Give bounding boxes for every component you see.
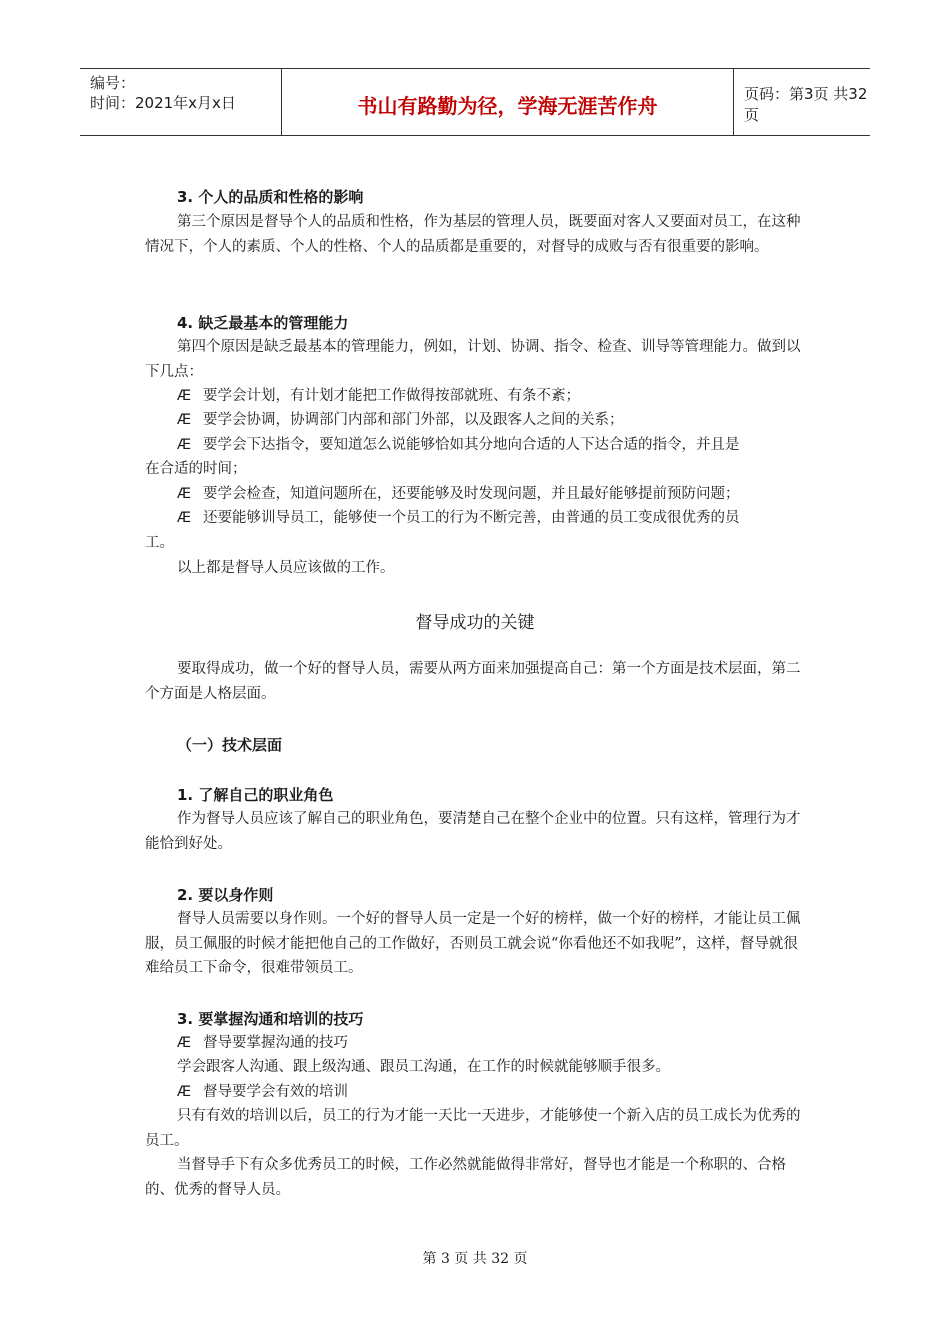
paragraph: 以上都是督导人员应该做的工作。 (177, 560, 395, 576)
header-meta (80, 69, 282, 135)
paragraph: 只有有效的培训以后，员工的行为才能一天比一天进步，才能够使一个新入店的员工成长为优秀的员工。 (145, 1108, 801, 1149)
paragraph: 学会跟客人沟通、跟上级沟通、跟员工沟通，在工作的时候就能够顺手很多。 (177, 1059, 670, 1075)
bullet-icon: Æ (177, 1035, 192, 1051)
section-heading: 2. 要以身作则 (177, 886, 274, 904)
list-item: Æ 要学会计划，有计划才能把工作做得按部就班、有条不紊； (177, 384, 810, 409)
bullet-icon: Æ (177, 388, 192, 404)
paragraph: 第三个原因是督导个人的品质和性格，作为基层的管理人员，既要面对客人又要面对员工，在这种情况下，个人的素质、个人的性格、个人的品质都是重要的，对督导的成败与否有很重要的影响。 (145, 214, 801, 255)
header-motto: 书山有路勤为径，学海无涯苦作舟 (282, 69, 734, 135)
paragraph: 当督导手下有众多优秀员工的时候，工作必然就能做得非常好，督导也才能是一个称职的、合格的、优秀的督导人员。 (145, 1157, 786, 1198)
header-page-info: 页码：第3页 共32页 (744, 85, 868, 124)
bullet-icon: Æ (177, 486, 192, 502)
number-label: 编号： (90, 74, 136, 92)
bullet-icon: Æ (177, 412, 192, 428)
section-heading: 3. 要掌握沟通和培训的技巧 (177, 1010, 364, 1028)
paragraph: 要取得成功，做一个好的督导人员，需要从两方面来加强提高自己：第一个方面是技术层面，第二个方面是人格层面。 (145, 661, 801, 702)
list-item: Æ 还要能够训导员工，能够使一个员工的行为不断完善，由普通的员工变成很优秀的员 (177, 506, 810, 531)
time-label: 时间：2021年x月x日 (90, 94, 236, 112)
paragraph: 作为督导人员应该了解自己的职业角色，要清楚自己在整个企业中的位置。只有这样，管理行为才能恰到好处。 (145, 811, 801, 852)
list-item: Æ 要学会下达指令，要知道怎么说能够恰如其分地向合适的人下达合适的指令，并且是 (177, 433, 810, 458)
page-header (80, 68, 870, 136)
page-footer: 第 3 页 共 32 页 (422, 1251, 528, 1267)
bullet-icon: Æ (177, 510, 192, 526)
list-item: Æ 督导要学会有效的培训 (177, 1080, 810, 1105)
section-heading: 4. 缺乏最基本的管理能力 (177, 314, 349, 332)
bullet-icon: Æ (177, 437, 192, 453)
list-item: Æ 要学会检查，知道问题所在，还要能够及时发现问题，并且最好能够提前预防问题； (177, 482, 810, 507)
paragraph: 第四个原因是缺乏最基本的管理能力，例如，计划、协调、指令、检查、训导等管理能力。做到以下几点： (145, 339, 801, 380)
list-item-continuation: 工。 (145, 535, 174, 551)
section-heading: 3. 个人的品质和性格的影响 (177, 188, 364, 206)
paragraph: 督导人员需要以身作则。一个好的督导人员一定是一个好的榜样，做一个好的榜样，才能让员工佩服，员工佩服的时候才能把他自己的工作做好，否则员工就会说“你看他还不如我呢”，这样，督导就很难给员工下命令，很难带领员工。 (145, 911, 801, 976)
list-item-continuation: 在合适的时间； (145, 461, 247, 477)
section-heading: 1. 了解自己的职业角色 (177, 786, 334, 804)
subsection-heading: （一）技术层面 (177, 736, 283, 754)
section-title: 督导成功的关键 (415, 613, 535, 633)
list-item: Æ 督导要掌握沟通的技巧 (177, 1031, 810, 1056)
bullet-icon: Æ (177, 1084, 192, 1100)
list-item: Æ 要学会协调，协调部门内部和部门外部，以及跟客人之间的关系； (177, 408, 810, 433)
